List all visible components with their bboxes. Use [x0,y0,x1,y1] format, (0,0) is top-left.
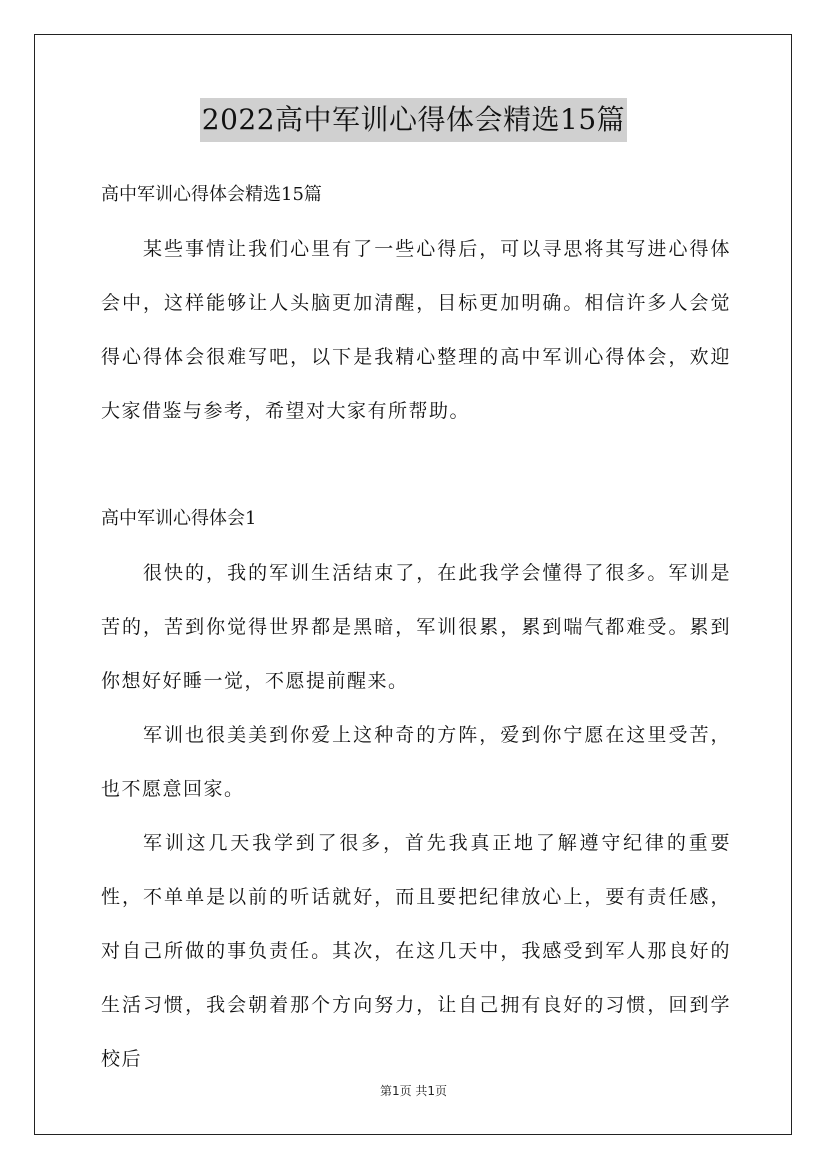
page-footer: 第1页 共1页 [379,1084,448,1098]
document-subtitle: 高中军训心得体会精选15篇 [101,184,322,205]
document-body [101,168,731,1086]
section1-paragraph-1: 很快的，我的军训生活结束了，在此我学会懂得了很多。军训是苦的，苦到你觉得世界都是黑暗，军训很累，累到喘气都难受。累到你想好好睡一觉，不愿提前醒来。 [101,562,731,692]
section-spacer [101,438,731,492]
section-heading-1: 高中军训心得体会1 [101,508,257,529]
document-title-container [0,98,827,142]
section1-paragraph-2: 军训也很美美到你爱上这种奇的方阵，爱到你宁愿在这里受苦，也不愿意回家。 [101,724,731,800]
document-title: 2022高中军训心得体会精选15篇 [200,98,627,142]
section1-paragraph-3: 军训这几天我学到了很多，首先我真正地了解遵守纪律的重要性，不单单是以前的听话就好，而且要把纪律放心上，要有责任感，对自己所做的事负责任。其次，在这几天中，我感受到军人那良好的生活习惯，我会朝着那个方向努力，让自己拥有良好的习惯，回到学校后 [101,832,731,1070]
intro-paragraph: 某些事情让我们心里有了一些心得后，可以寻思将其写进心得体会中，这样能够让人头脑更加清醒，目标更加明确。相信许多人会觉得心得体会很难写吧，以下是我精心整理的高中军训心得体会，欢迎大家借鉴与参考，希望对大家有所帮助。 [101,238,731,422]
